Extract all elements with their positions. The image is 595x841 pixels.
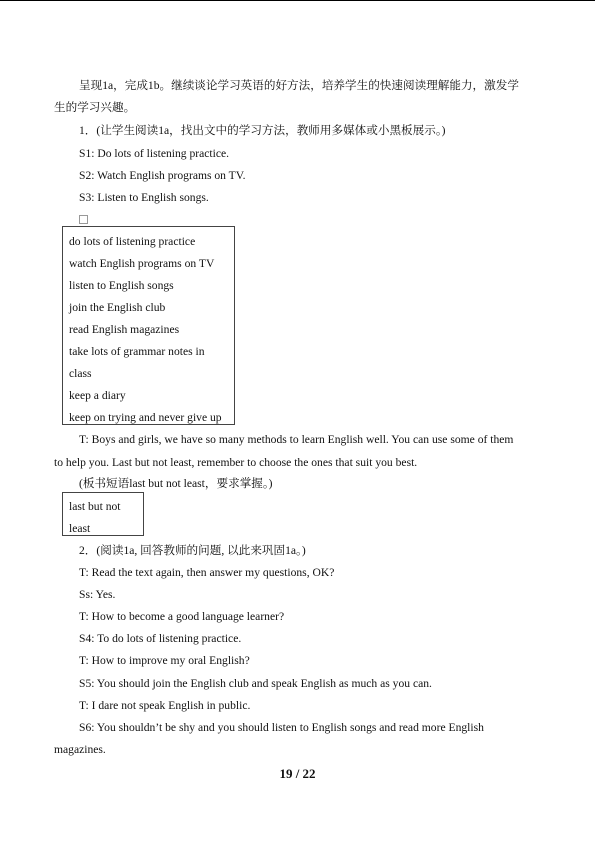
page-top-rule	[0, 0, 595, 1]
phrase-line-2: least	[69, 522, 91, 535]
dialogue-line: S5: You should join the English club and speak English as much as you can.	[79, 677, 432, 690]
method-item: take lots of grammar notes in	[69, 345, 205, 358]
dialogue-line: T: How to become a good language learner?	[79, 610, 285, 623]
method-item: do lots of listening practice	[69, 235, 196, 248]
dialogue-line: magazines.	[54, 743, 106, 756]
teacher-line-2: to help you. Last but not least, remember to choose the ones that suit you best.	[54, 456, 418, 469]
method-item: keep a diary	[69, 389, 126, 402]
method-item: keep on trying and never give up	[69, 411, 222, 424]
dialogue-s1: S1: Do lots of listening practice.	[79, 147, 230, 160]
dialogue-s2: S2: Watch English programs on TV.	[79, 169, 246, 182]
dialogue-s3: S3: Listen to English songs.	[79, 191, 209, 204]
step1-heading: 1．(让学生阅读1a，找出文中的学习方法，教师用多媒体或小黑板展示。)	[79, 124, 446, 137]
dialogue-line: T: How to improve my oral English?	[79, 654, 250, 667]
dialogue-line: T: I dare not speak English in public.	[79, 699, 251, 712]
dialogue-line: S4: To do lots of listening practice.	[79, 632, 242, 645]
dialogue-line: S6: You shouldn’t be shy and you should listen to English songs and read more English	[79, 721, 484, 734]
method-item: listen to English songs	[69, 279, 174, 292]
intro-line-1: 呈现1a，完成1b。继续谈论学习英语的好方法，培养学生的快速阅读理解能力，激发学	[79, 79, 519, 92]
board-note: (板书短语last but not least，要求掌握。)	[79, 477, 273, 490]
intro-line-2: 生的学习兴趣。	[54, 101, 136, 114]
method-item: join the English club	[69, 301, 166, 314]
method-item: watch English programs on TV	[69, 257, 215, 270]
dialogue-line: Ss: Yes.	[79, 588, 116, 601]
page-number: 19 / 22	[279, 766, 316, 781]
step2-heading: 2．(阅读1a, 回答教师的问题, 以此来巩固1a。)	[79, 544, 306, 557]
method-item: class	[69, 367, 92, 380]
teacher-line-1: T: Boys and girls, we have so many methods to learn English well. You can use some of them	[79, 433, 514, 446]
phrase-line-1: last but not	[69, 500, 121, 513]
placeholder-square-icon	[79, 215, 88, 224]
method-item: read English magazines	[69, 323, 180, 336]
dialogue-line: T: Read the text again, then answer my questions, OK?	[79, 566, 335, 579]
